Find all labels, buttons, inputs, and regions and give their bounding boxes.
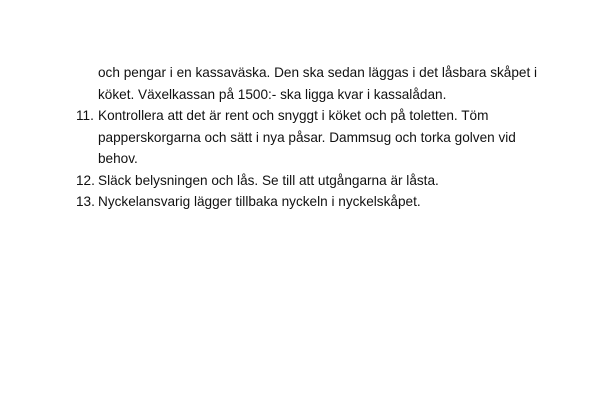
text-line: Släck belysningen och lås. Se till att utgångarna är låsta. xyxy=(98,172,439,188)
text-line: behov. xyxy=(98,151,138,166)
text-line: Nyckelansvarig lägger tillbaka nyckeln i nyckelskåpet. xyxy=(98,194,421,209)
list-item-13 xyxy=(76,191,546,213)
list-item-continuation xyxy=(76,62,546,105)
document-body xyxy=(76,62,546,213)
text-line: och pengar i en kassaväska. Den ska sedan läggas i det låsbara skåpet i xyxy=(98,65,538,80)
list-number-placeholder xyxy=(76,62,98,105)
text-line: köket. Växelkassan på 1500:- ska ligga kvar i kassalådan. xyxy=(98,86,447,102)
list-number: 13. xyxy=(76,194,95,209)
list-item-text xyxy=(98,191,546,213)
text-line: papperskorgarna och sätt i nya påsar. Dammsug och torka golven vid xyxy=(98,129,516,145)
list-number: 12. xyxy=(76,172,95,188)
list-item-text xyxy=(98,170,546,192)
list-number: 11. xyxy=(76,108,94,123)
list-item-11 xyxy=(76,105,546,170)
text-line: Kontrollera att det är rent och snyggt i köket och på toletten. Töm xyxy=(98,108,489,123)
list-item-text xyxy=(98,105,546,170)
list-item-text xyxy=(98,62,546,105)
list-item-12 xyxy=(76,170,546,192)
